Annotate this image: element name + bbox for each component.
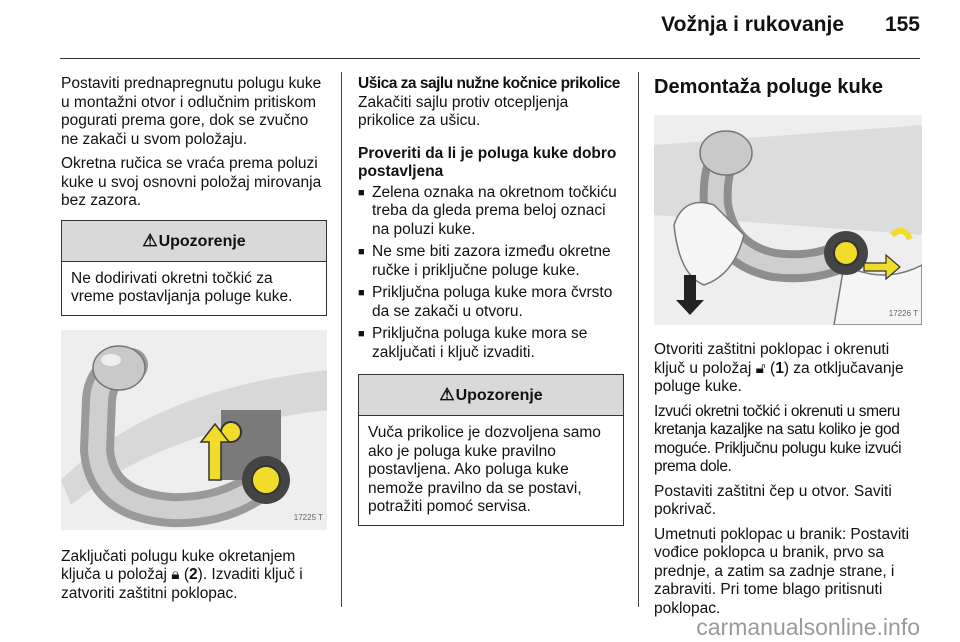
column-3 [654, 75, 922, 624]
check-list [358, 184, 624, 363]
list-item: ■ Ne sme biti zazora između okretne ručke i priključne poluge kuke. [358, 243, 624, 280]
column-1 [61, 75, 327, 609]
towbar-removal-figure [654, 115, 922, 325]
header-rule [60, 58, 920, 59]
column-divider-1 [341, 72, 342, 607]
unlock-instruction: Otvoriti zaštitni poklopac i okrenuti ključ u položaj 🔓︎ (1) za otključavanje poluge kuke. [654, 341, 904, 395]
figure-number: 17225 T [293, 513, 323, 522]
warning-box [358, 374, 624, 526]
section-heading-check: Proveriti da li je poluga kuke dobro postavljena [358, 144, 617, 180]
warning-box [61, 220, 327, 316]
towbar-lock-figure [61, 330, 327, 530]
section-heading-eyelet: Ušica za sajlu nužne kočnice prikolice [358, 75, 620, 92]
warning-title: Upozorenje [158, 232, 246, 250]
list-item: ■ Zelena oznaka na okretnom točkiću treba da gleda prema beloj oznaci na poluzi kuke. [358, 184, 624, 240]
rest-position-note: Okretna ručica se vraća prema poluzi kuke u svoj osnovni položaj mirovanja bez zazora. [61, 155, 322, 209]
warning-triangle-icon: ⚠ [142, 230, 158, 250]
warning-title: Upozorenje [455, 387, 543, 404]
list-item: ■ Priključna poluga kuke mora se zaključati i ključ izvaditi. [358, 325, 624, 362]
column-divider-2 [638, 72, 639, 607]
towbar-removal-illustration [654, 115, 922, 325]
warning-triangle-icon: ⚠ [439, 385, 455, 404]
warning-header [359, 375, 623, 416]
warning-text: Vuča prikolice je dozvoljena samo ako je poluga kuke pravilno postavljena. Ako poluga kuke nemože pravilno da se postavi, potražiti pomoć servisa. [368, 424, 601, 515]
lock-open-icon: 🔓︎ [755, 359, 766, 377]
chapter-title: Vožnja i rukovanje [661, 13, 844, 36]
warning-text: Ne dodirivati okretni točkić za vreme postavljanja poluge kuke. [71, 269, 293, 305]
lock-instruction: Zaključati polugu kuke okretanjem ključa u položaj 🔒︎ (2). Izvaditi ključ i zatvoriti zaštitni poklopac. [61, 547, 303, 602]
eyelet-instruction: Zakačiti sajlu protiv otcepljenja prikolice za ušicu. [358, 93, 569, 129]
knob-instruction: Izvući okretni točkić i okrenuti u smeru kretanja kazaljke na satu koliko je god moguće. Priključnu polugu kuke izvući prema dole. [654, 402, 902, 475]
mount-instruction: Postaviti prednapregnutu polugu kuke u montažni otvor i odlučnim pritiskom pogurati prema gore, dok se zvučno ne zakači u svom položaju. [61, 75, 322, 148]
towbar-lock-illustration [61, 330, 327, 530]
list-item: ■ Priključna poluga kuke mora čvrsto da se zakači u otvoru. [358, 284, 624, 321]
column-2 [358, 75, 624, 526]
cover-instruction: Umetnuti poklopac u branik: Postaviti vođice poklopca u branik, prvo sa prednje, a zatim sa zadnje strane, i zabraviti. Pri tome blago pritisnuti poklopac. [654, 525, 910, 617]
section-title-removal: Demontaža poluge kuke [654, 76, 883, 98]
figure-number: 17226 T [888, 308, 918, 318]
page-number: 155 [884, 13, 920, 36]
plug-instruction: Postaviti zaštitni čep u otvor. Saviti pokrivač. [654, 482, 892, 518]
warning-header [62, 221, 326, 262]
lock-closed-icon: 🔒︎ [171, 566, 180, 583]
watermark: carmanualsonline.info [696, 614, 920, 640]
